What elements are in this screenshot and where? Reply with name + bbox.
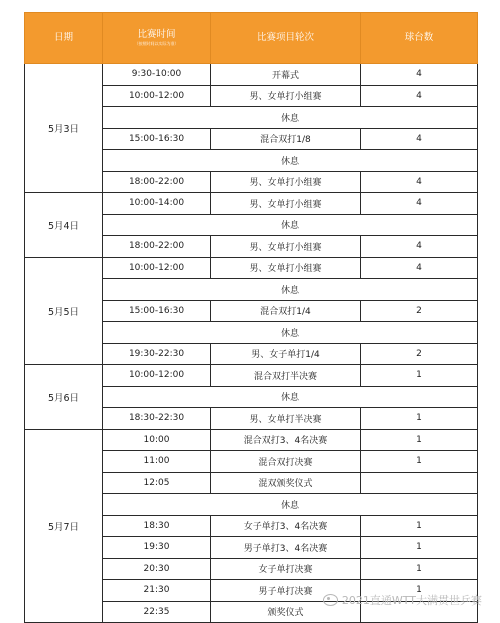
time-cell: 10:00-12:00 — [103, 365, 211, 387]
header-tables: 球台数 — [361, 13, 478, 64]
table-row — [25, 429, 478, 451]
event-cell: 女子单打3、4名决赛 — [211, 515, 361, 537]
time-cell: 19:30 — [103, 537, 211, 559]
time-cell: 20:30 — [103, 558, 211, 580]
tables-cell — [361, 472, 478, 494]
event-cell: 男、女单打半决赛 — [211, 408, 361, 430]
time-cell: 9:30-10:00 — [103, 64, 211, 86]
tables-cell: 1 — [361, 580, 478, 602]
event-cell: 男子单打3、4名决赛 — [211, 537, 361, 559]
rest-cell: 休息 — [103, 279, 478, 301]
time-cell: 10:00-12:00 — [103, 257, 211, 279]
time-cell: 18:30-22:30 — [103, 408, 211, 430]
tables-cell: 1 — [361, 515, 478, 537]
header-time — [103, 13, 211, 64]
tables-cell: 4 — [361, 64, 478, 86]
event-cell: 女子单打决赛 — [211, 558, 361, 580]
table-row — [25, 365, 478, 387]
event-cell: 男、女单打小组赛 — [211, 85, 361, 107]
wechat-icon — [323, 594, 338, 606]
time-cell: 15:00-16:30 — [103, 128, 211, 150]
header-time-label: 比赛时间 — [137, 28, 176, 40]
date-cell: 5月3日 — [25, 64, 103, 193]
time-cell: 10:00 — [103, 429, 211, 451]
table-row — [25, 64, 478, 86]
tables-cell: 4 — [361, 171, 478, 193]
event-cell: 混合双打半决赛 — [211, 365, 361, 387]
event-cell: 开幕式 — [211, 64, 361, 86]
rest-cell: 休息 — [103, 150, 478, 172]
date-cell: 5月6日 — [25, 365, 103, 430]
date-cell: 5月4日 — [25, 193, 103, 258]
tables-cell: 4 — [361, 236, 478, 258]
time-cell: 18:30 — [103, 515, 211, 537]
event-cell: 男、女单打小组赛 — [211, 257, 361, 279]
schedule-container — [24, 12, 477, 623]
tables-cell: 1 — [361, 365, 478, 387]
tables-cell: 4 — [361, 257, 478, 279]
time-cell: 11:00 — [103, 451, 211, 473]
time-cell: 10:00-12:00 — [103, 85, 211, 107]
table-row — [25, 257, 478, 279]
tables-cell: 4 — [361, 85, 478, 107]
rest-cell: 休息 — [103, 386, 478, 408]
header-event: 比赛项目轮次 — [211, 13, 361, 64]
date-cell: 5月7日 — [25, 429, 103, 623]
event-cell: 混合双打1/4 — [211, 300, 361, 322]
time-cell: 19:30-22:30 — [103, 343, 211, 365]
schedule-table — [24, 12, 478, 623]
rest-cell: 休息 — [103, 494, 478, 516]
tables-cell: 1 — [361, 558, 478, 580]
event-cell: 混合双打决赛 — [211, 451, 361, 473]
watermark-text: 2021直通WTT大满贯世乒赛 — [341, 594, 482, 607]
table-row — [25, 193, 478, 215]
tables-cell: 4 — [361, 193, 478, 215]
event-cell: 男、女单打小组赛 — [211, 171, 361, 193]
time-cell: 18:00-22:00 — [103, 171, 211, 193]
time-cell: 22:35 — [103, 601, 211, 623]
rest-cell: 休息 — [103, 214, 478, 236]
event-cell: 混合双打1/8 — [211, 128, 361, 150]
header-date: 日期 — [25, 13, 103, 64]
time-cell: 21:30 — [103, 580, 211, 602]
rest-cell: 休息 — [103, 322, 478, 344]
header-time-note: （按照时间以实际为准） — [134, 41, 179, 47]
time-cell: 15:00-16:30 — [103, 300, 211, 322]
tables-cell: 1 — [361, 408, 478, 430]
event-cell: 男、女单打小组赛 — [211, 236, 361, 258]
event-cell: 混双颁奖仪式 — [211, 472, 361, 494]
event-cell: 男、女单打小组赛 — [211, 193, 361, 215]
time-cell: 12:05 — [103, 472, 211, 494]
time-cell: 10:00-14:00 — [103, 193, 211, 215]
tables-cell: 2 — [361, 343, 478, 365]
header-row — [25, 13, 478, 64]
tables-cell: 1 — [361, 429, 478, 451]
tables-cell: 4 — [361, 128, 478, 150]
event-cell: 混合双打3、4名决赛 — [211, 429, 361, 451]
tables-cell: 2 — [361, 300, 478, 322]
tables-cell: 1 — [361, 451, 478, 473]
event-cell: 男、女子单打1/4 — [211, 343, 361, 365]
event-cell: 颁奖仪式 — [211, 601, 361, 623]
date-cell: 5月5日 — [25, 257, 103, 365]
rest-cell: 休息 — [103, 107, 478, 129]
event-cell: 男子单打决赛 — [211, 580, 361, 602]
time-cell: 18:00-22:00 — [103, 236, 211, 258]
watermark — [323, 592, 482, 608]
tables-cell: 1 — [361, 537, 478, 559]
